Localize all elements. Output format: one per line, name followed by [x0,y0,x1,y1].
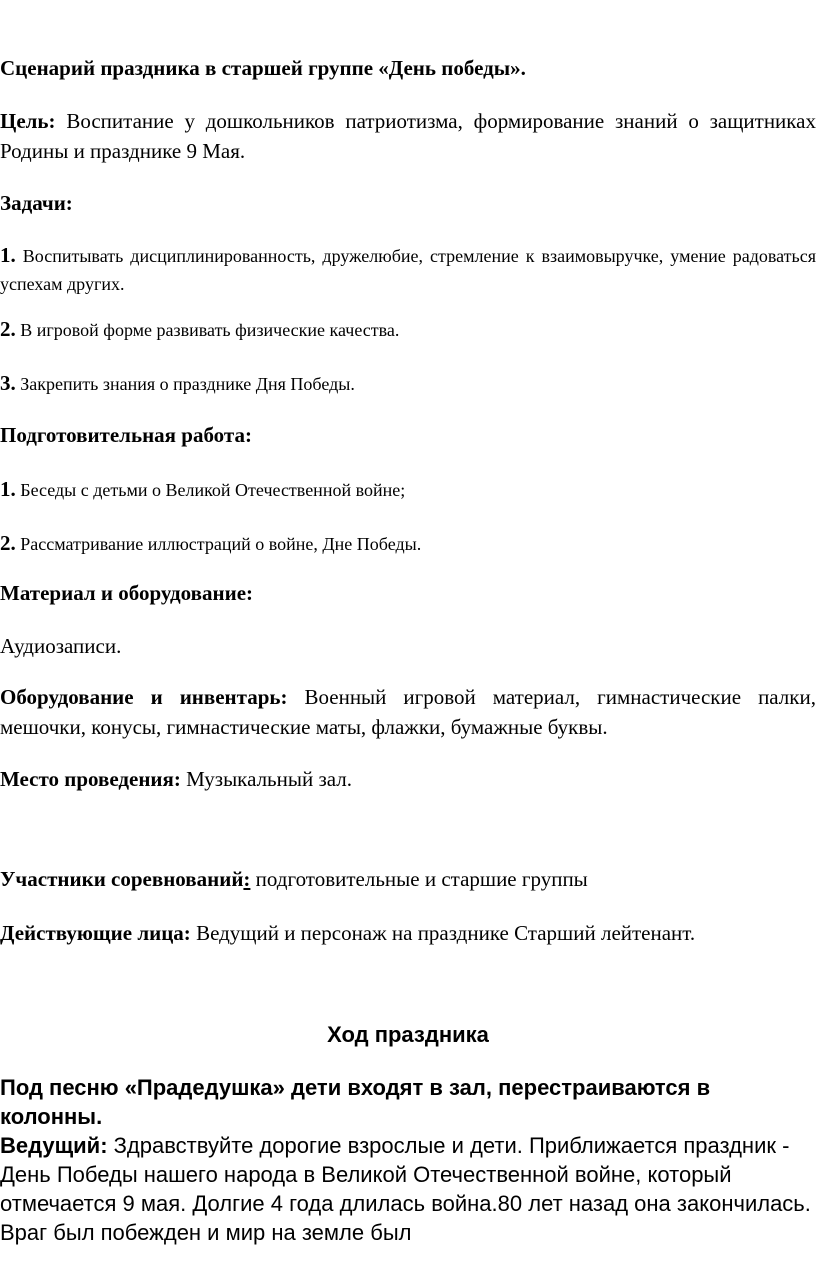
host-text: Здравствуйте дорогие взрослые и дети. Приближается праздник - День Победы нашего народа в Великой Отечественной войне, который отмечается 9 мая. Долгие 4 года длилась война.80 лет назад она закончилась. Враг был побежден и мир на земле был [0,1133,811,1245]
participants-text: подготовительные и старшие группы [250,867,588,891]
preparation-item-number: 1. [0,477,16,501]
task-item-text: Закрепить знания о празднике Дня Победы. [15,374,355,394]
equipment-text: Военный игровой материал, гимнастические палки, мешочки, конусы, гимнастические маты, флажки, бумажные буквы. [0,685,816,739]
participants-paragraph [0,864,816,894]
participants-label: Участники соревнований [0,867,244,891]
course-intro: Под песню «Прадедушка» дети входят в зал, перестраиваются в колонны. [0,1075,711,1129]
task-item-text: Воспитывать дисциплинированность, дружелюбие, стремление к взаимовыручке, умение радоваться успехам других. [0,246,816,294]
host-speech [0,1131,816,1247]
task-item-number: 1. [0,243,16,267]
goal-text: Воспитание у дошкольников патриотизма, формирование знаний о защитниках Родины и празднике 9 Мая. [0,109,816,163]
preparation-item-text: Рассматривание иллюстраций о войне, Дне Победы. [15,534,422,554]
materials-text: Аудиозаписи. [0,634,122,658]
goal-label: Цель: [0,109,56,133]
characters-label: Действующие лица: [0,921,191,945]
characters-paragraph [0,918,816,948]
host-label: Ведущий: [0,1133,108,1158]
task-item-2 [0,315,816,344]
tasks-heading: Задачи: [0,191,73,215]
venue-text: Музыкальный зал. [180,767,352,791]
task-item-text: В игровой форме развивать физические качества. [15,320,400,340]
course-heading: Ход праздника [327,1022,489,1047]
preparation-item-2 [0,529,816,558]
task-item-number: 3. [0,371,16,395]
equipment-label: Оборудование и инвентарь: [0,685,288,709]
task-item-1 [0,241,816,298]
task-item-3 [0,369,816,398]
preparation-item-number: 2. [0,531,16,555]
preparation-item-1 [0,475,816,504]
equipment-paragraph [0,682,816,742]
venue-paragraph [0,764,816,794]
goal-paragraph [0,106,816,166]
preparation-heading: Подготовительная работа: [0,423,252,447]
preparation-item-text: Беседы с детьми о Великой Отечественной войне; [15,480,406,500]
participants-colon: : [243,867,251,891]
task-item-number: 2. [0,317,16,341]
characters-text: Ведущий и персонаж на празднике Старший лейтенант. [190,921,696,945]
venue-label: Место проведения: [0,767,181,791]
document-title: Сценарий праздника в старшей группе «День победы». [0,56,526,80]
materials-heading: Материал и оборудование: [0,581,254,605]
